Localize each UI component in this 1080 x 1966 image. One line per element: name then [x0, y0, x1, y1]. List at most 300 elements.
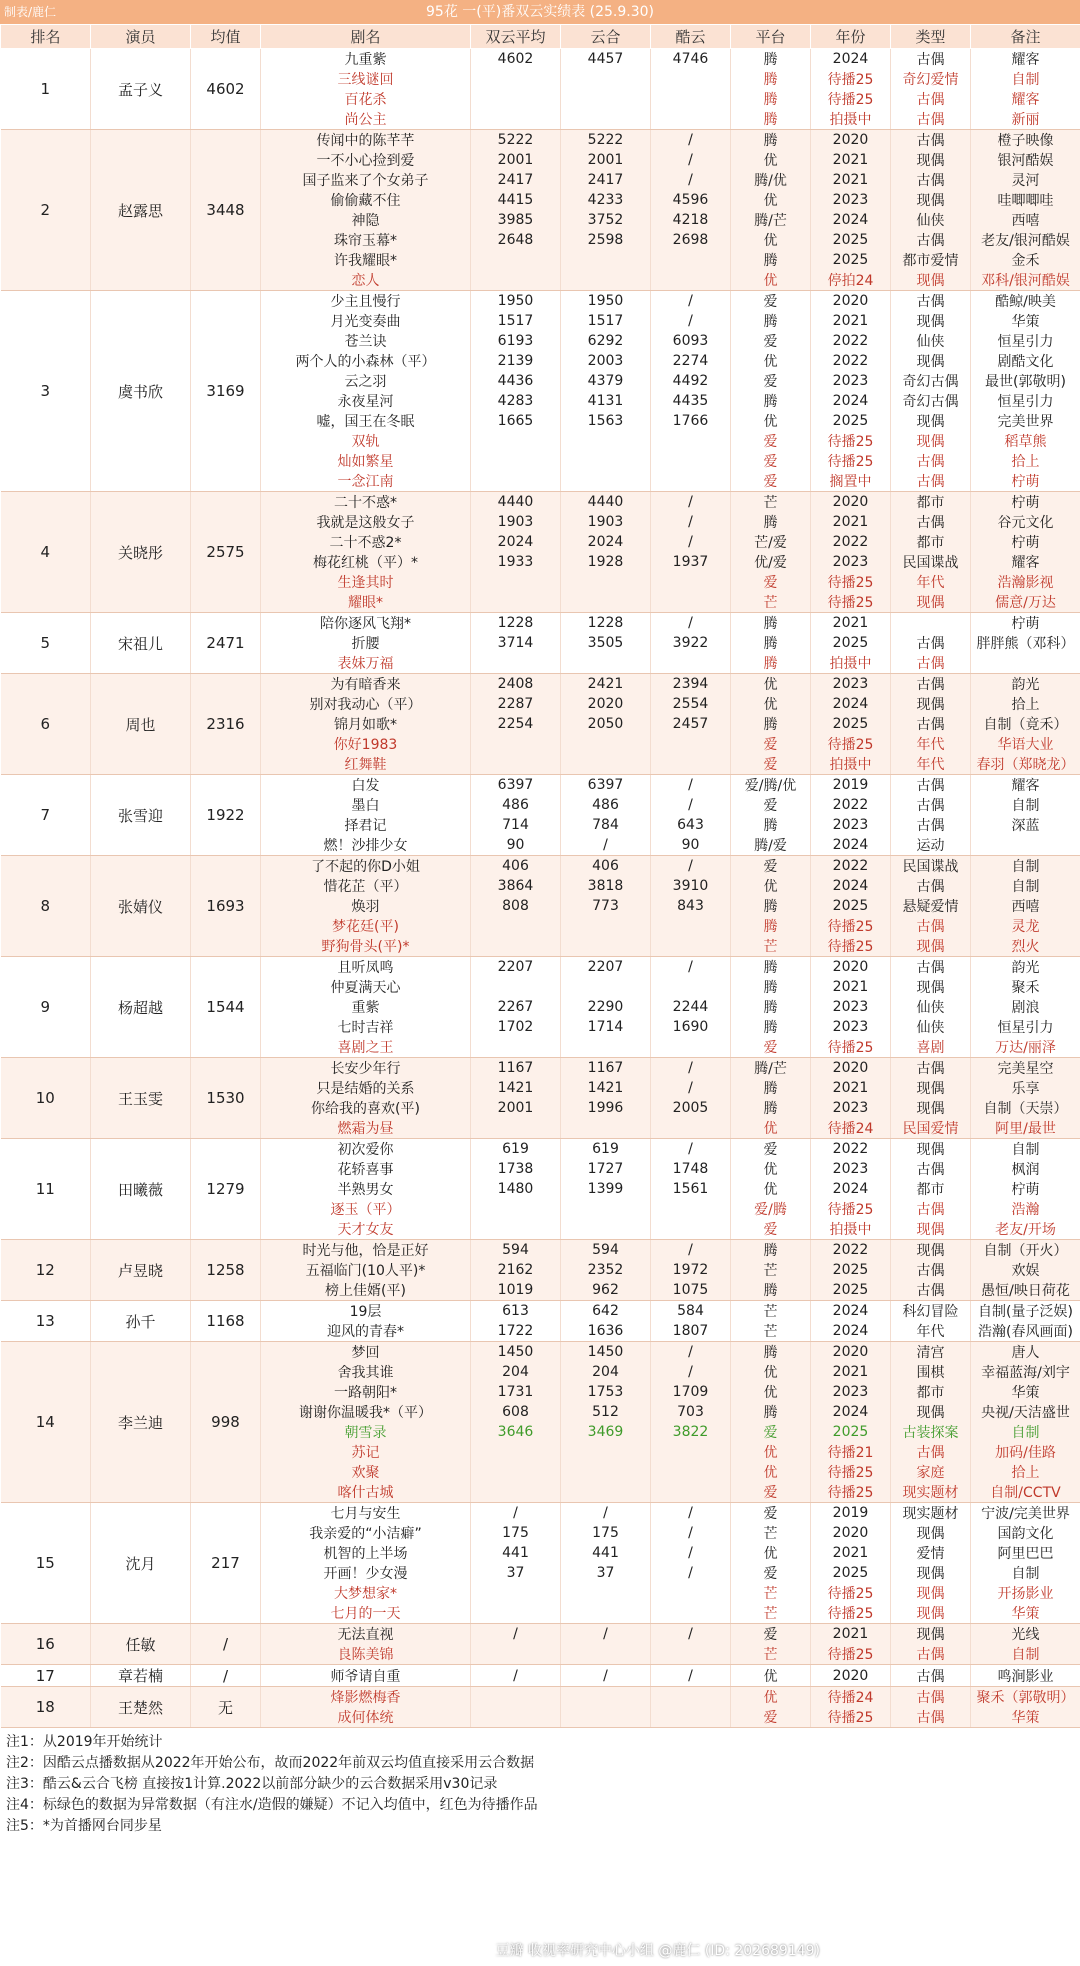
cell-drama: 七月的一天: [261, 1603, 471, 1624]
cell-yunhe: 2352: [561, 1260, 651, 1280]
cell-remark: 新丽: [971, 109, 1080, 130]
cell-drama: 朝雪录: [261, 1422, 471, 1442]
cell-year: 2022: [811, 1240, 891, 1261]
cell-year: 2021: [811, 150, 891, 170]
cell-dual-avg: 1950: [471, 291, 561, 312]
cell-remark: 开扬影业: [971, 1583, 1080, 1603]
cell-year: 2025: [811, 1422, 891, 1442]
cell-yunhe: 406: [561, 856, 651, 877]
cell-actor: 任敏: [91, 1624, 191, 1665]
cell-platform: 爱: [731, 1139, 811, 1160]
header-row: [1, 25, 1080, 49]
cell-platform: 腾: [731, 1402, 811, 1422]
cell-dual-avg: [471, 471, 561, 492]
cell-rank: 6: [1, 674, 91, 775]
cell-yunhe: 962: [561, 1280, 651, 1301]
cell-drama: 舍我其谁: [261, 1362, 471, 1382]
cell-yunhe: [561, 1603, 651, 1624]
cell-drama: 开画！少女漫: [261, 1563, 471, 1583]
cell-yunhe: 37: [561, 1563, 651, 1583]
cell-remark: 酷鲸/映美: [971, 291, 1080, 312]
cell-actor: 关晓彤: [91, 492, 191, 613]
cell-drama: 双轨: [261, 431, 471, 451]
cell-genre: 现偶: [891, 936, 971, 957]
cell-platform: 腾: [731, 391, 811, 411]
cell-year: 2023: [811, 674, 891, 695]
cell-yunhe: 1996: [561, 1098, 651, 1118]
cell-genre: 古偶: [891, 109, 971, 130]
cell-avg: /: [191, 1624, 261, 1665]
cell-year: 2025: [811, 1260, 891, 1280]
cell-dual-avg: [471, 1707, 561, 1728]
cell-dual-avg: [471, 734, 561, 754]
cell-dual-avg: 613: [471, 1301, 561, 1322]
cell-dual-avg: [471, 270, 561, 291]
cell-drama: 传闻中的陈芊芊: [261, 130, 471, 151]
cell-remark: [971, 653, 1080, 674]
cell-remark: 自制（竟禾）: [971, 714, 1080, 734]
cell-drama: 师爷请自重: [261, 1665, 471, 1687]
cell-kuyun: 2005: [651, 1098, 731, 1118]
cell-drama: 珠帘玉幕*: [261, 230, 471, 250]
cell-genre: 古偶: [891, 291, 971, 312]
column-header: 均值: [191, 25, 261, 49]
cell-yunhe: 1928: [561, 552, 651, 572]
cell-rank: 17: [1, 1665, 91, 1687]
cell-platform: 爱: [731, 451, 811, 471]
cell-yunhe: 3469: [561, 1422, 651, 1442]
cell-genre: 年代: [891, 734, 971, 754]
cell-genre: 古偶: [891, 633, 971, 653]
cell-rank: 18: [1, 1687, 91, 1728]
cell-genre: 都市: [891, 1179, 971, 1199]
cell-kuyun: /: [651, 957, 731, 978]
cell-yunhe: 2417: [561, 170, 651, 190]
cell-remark: 金禾: [971, 250, 1080, 270]
cell-platform: 腾: [731, 613, 811, 634]
cell-dual-avg: 1517: [471, 311, 561, 331]
cell-genre: 仙侠: [891, 997, 971, 1017]
cell-platform: 爱: [731, 795, 811, 815]
cell-remark: 恒星引力: [971, 391, 1080, 411]
cell-year: 2020: [811, 492, 891, 513]
cell-kuyun: [651, 1037, 731, 1058]
cell-platform: 腾: [731, 311, 811, 331]
cell-year: 待播25: [811, 89, 891, 109]
cell-kuyun: [651, 1687, 731, 1708]
cell-drama: 焕羽: [261, 896, 471, 916]
cell-year: 拍摄中: [811, 653, 891, 674]
cell-genre: 年代: [891, 754, 971, 775]
table-row: [1, 49, 1080, 70]
cell-kuyun: 3822: [651, 1422, 731, 1442]
cell-actor: 宋祖儿: [91, 613, 191, 674]
cell-year: 2024: [811, 835, 891, 856]
cell-year: 2024: [811, 1402, 891, 1422]
cell-year: 2020: [811, 1342, 891, 1363]
cell-yunhe: 4131: [561, 391, 651, 411]
cell-kuyun: 1807: [651, 1321, 731, 1342]
column-header: 类型: [891, 25, 971, 49]
column-header: 酷云: [651, 25, 731, 49]
cell-genre: 现偶: [891, 1078, 971, 1098]
cell-year: 待播25: [811, 1037, 891, 1058]
cell-dual-avg: 1722: [471, 1321, 561, 1342]
table-row: [1, 613, 1080, 634]
cell-genre: 清宫: [891, 1342, 971, 1363]
cell-platform: 芒/爱: [731, 532, 811, 552]
cell-year: 停拍24: [811, 270, 891, 291]
cell-yunhe: 2207: [561, 957, 651, 978]
cell-kuyun: [651, 653, 731, 674]
cell-year: 2023: [811, 1098, 891, 1118]
cell-kuyun: /: [651, 795, 731, 815]
cell-genre: 现偶: [891, 1523, 971, 1543]
cell-remark: 银河酷娱: [971, 150, 1080, 170]
cell-avg: 1168: [191, 1301, 261, 1342]
cell-drama: 红舞鞋: [261, 754, 471, 775]
cell-genre: 现偶: [891, 1240, 971, 1261]
cell-drama: 长安少年行: [261, 1058, 471, 1079]
cell-actor: 王玉雯: [91, 1058, 191, 1139]
cell-genre: 古偶: [891, 1707, 971, 1728]
cell-kuyun: 4218: [651, 210, 731, 230]
cell-yunhe: 2290: [561, 997, 651, 1017]
cell-dual-avg: 1933: [471, 552, 561, 572]
cell-genre: 现偶: [891, 1563, 971, 1583]
cell-remark: 幸福蓝海/刘宇: [971, 1362, 1080, 1382]
cell-year: 2025: [811, 250, 891, 270]
cell-rank: 2: [1, 130, 91, 291]
cell-yunhe: [561, 653, 651, 674]
cell-drama: 尚公主: [261, 109, 471, 130]
cell-genre: 现偶: [891, 270, 971, 291]
cell-platform: 芒: [731, 492, 811, 513]
cell-genre: 古偶: [891, 775, 971, 796]
cell-remark: 邓科/银河酷娱: [971, 270, 1080, 291]
cell-drama: 三线谜回: [261, 69, 471, 89]
cell-yunhe: 1167: [561, 1058, 651, 1079]
table-row: [1, 1503, 1080, 1524]
cell-kuyun: /: [651, 1624, 731, 1645]
cell-drama: 择君记: [261, 815, 471, 835]
cell-year: 2022: [811, 532, 891, 552]
cell-drama: 无法直视: [261, 1624, 471, 1645]
cell-genre: 古偶: [891, 653, 971, 674]
cell-genre: 现偶: [891, 1583, 971, 1603]
cell-drama: 惜花芷（平）: [261, 876, 471, 896]
cell-yunhe: 2598: [561, 230, 651, 250]
cell-genre: 年代: [891, 572, 971, 592]
cell-year: 待播25: [811, 734, 891, 754]
cell-drama: 折腰: [261, 633, 471, 653]
table-row: [1, 1665, 1080, 1687]
cell-dual-avg: 2024: [471, 532, 561, 552]
table-row: [1, 1301, 1080, 1322]
cell-yunhe: /: [561, 1503, 651, 1524]
cell-yunhe: /: [561, 835, 651, 856]
cell-kuyun: [651, 250, 731, 270]
cell-kuyun: [651, 1118, 731, 1139]
cell-genre: 古装探案: [891, 1422, 971, 1442]
cell-platform: 芒: [731, 1583, 811, 1603]
cell-remark: 光线: [971, 1624, 1080, 1645]
cell-remark: 柠萌: [971, 471, 1080, 492]
cell-platform: 芒: [731, 1260, 811, 1280]
cell-platform: 腾: [731, 1240, 811, 1261]
cell-yunhe: [561, 1442, 651, 1462]
cell-remark: 华语大业: [971, 734, 1080, 754]
cell-yunhe: [561, 1199, 651, 1219]
cell-drama: 别对我动心（平）: [261, 694, 471, 714]
cell-kuyun: 1709: [651, 1382, 731, 1402]
cell-dual-avg: 6397: [471, 775, 561, 796]
cell-remark: 浩瀚(春风画面): [971, 1321, 1080, 1342]
cell-kuyun: 584: [651, 1301, 731, 1322]
cell-kuyun: 3910: [651, 876, 731, 896]
cell-drama: 恋人: [261, 270, 471, 291]
cell-rank: 13: [1, 1301, 91, 1342]
cell-remark: 春羽（郑晓龙）: [971, 754, 1080, 775]
cell-kuyun: 2554: [651, 694, 731, 714]
note-line: 注5：*为首播网台同步星: [6, 1818, 162, 1834]
cell-dual-avg: [471, 109, 561, 130]
cell-year: 2023: [811, 1017, 891, 1037]
cell-drama: 锦月如歌*: [261, 714, 471, 734]
cell-dual-avg: 5222: [471, 130, 561, 151]
cell-kuyun: /: [651, 291, 731, 312]
cell-kuyun: 4435: [651, 391, 731, 411]
cell-kuyun: /: [651, 1563, 731, 1583]
cell-genre: 古偶: [891, 1280, 971, 1301]
cell-drama: 七时吉祥: [261, 1017, 471, 1037]
cell-avg: 2471: [191, 613, 261, 674]
cell-dual-avg: 2287: [471, 694, 561, 714]
column-header: 双云平均: [471, 25, 561, 49]
cell-kuyun: 2457: [651, 714, 731, 734]
cell-year: 待播21: [811, 1442, 891, 1462]
cell-genre: 都市: [891, 532, 971, 552]
title-bar: [0, 0, 1080, 24]
cell-kuyun: [651, 471, 731, 492]
cell-kuyun: [651, 936, 731, 957]
cell-yunhe: 486: [561, 795, 651, 815]
cell-dual-avg: 4436: [471, 371, 561, 391]
cell-drama: 二十不惑2*: [261, 532, 471, 552]
cell-actor: 孟子义: [91, 49, 191, 130]
table-row: [1, 492, 1080, 513]
cell-year: 2025: [811, 1563, 891, 1583]
cell-genre: 围棋: [891, 1362, 971, 1382]
cell-yunhe: [561, 1687, 651, 1708]
cell-kuyun: 1075: [651, 1280, 731, 1301]
cell-drama: 苏记: [261, 1442, 471, 1462]
cell-platform: 优: [731, 1118, 811, 1139]
cell-dual-avg: 90: [471, 835, 561, 856]
cell-drama: 喀什古城: [261, 1482, 471, 1503]
cell-genre: 年代: [891, 1321, 971, 1342]
cell-dual-avg: [471, 1583, 561, 1603]
cell-kuyun: 703: [651, 1402, 731, 1422]
cell-drama: 欢聚: [261, 1462, 471, 1482]
cell-genre: 现实题材: [891, 1482, 971, 1503]
cell-platform: 爱/腾: [731, 1199, 811, 1219]
cell-kuyun: /: [651, 512, 731, 532]
cell-yunhe: 2024: [561, 532, 651, 552]
cell-remark: 自制: [971, 1139, 1080, 1160]
cell-kuyun: /: [651, 1543, 731, 1563]
cell-platform: 爱: [731, 1503, 811, 1524]
cell-rank: 8: [1, 856, 91, 957]
cell-genre: 都市: [891, 492, 971, 513]
column-header: 备注: [971, 25, 1080, 49]
cell-remark: [971, 835, 1080, 856]
cell-remark: 欢娱: [971, 1260, 1080, 1280]
cell-yunhe: [561, 592, 651, 613]
cell-remark: 耀客: [971, 89, 1080, 109]
cell-remark: 自制: [971, 1644, 1080, 1665]
column-header: 年份: [811, 25, 891, 49]
cell-genre: 古偶: [891, 916, 971, 936]
cell-year: 待播25: [811, 916, 891, 936]
cell-kuyun: [651, 592, 731, 613]
cell-platform: 芒: [731, 1321, 811, 1342]
cell-kuyun: 4596: [651, 190, 731, 210]
cell-dual-avg: 4440: [471, 492, 561, 513]
cell-genre: 古偶: [891, 451, 971, 471]
cell-year: 拍摄中: [811, 754, 891, 775]
cell-drama: 烽影燃梅香: [261, 1687, 471, 1708]
cell-yunhe: [561, 754, 651, 775]
cell-rank: 16: [1, 1624, 91, 1665]
cell-remark: 胖胖熊（邓科）: [971, 633, 1080, 653]
cell-remark: 西嘻: [971, 896, 1080, 916]
cell-genre: 现偶: [891, 431, 971, 451]
cell-kuyun: /: [651, 613, 731, 634]
table-row: [1, 1342, 1080, 1363]
cell-drama: 永夜星河: [261, 391, 471, 411]
cell-yunhe: [561, 69, 651, 89]
cell-platform: 优: [731, 1159, 811, 1179]
cell-remark: 耀客: [971, 552, 1080, 572]
cell-drama: 月光变奏曲: [261, 311, 471, 331]
cell-platform: 爱: [731, 1563, 811, 1583]
cell-rank: 4: [1, 492, 91, 613]
cell-kuyun: [651, 1482, 731, 1503]
watermark-footer: 豆瓣 收视率研究中心小组 @鹿仁 (ID: 202689149): [495, 1943, 820, 1959]
cell-dual-avg: 3864: [471, 876, 561, 896]
cell-remark: 浩瀚影视: [971, 572, 1080, 592]
cell-platform: 爱: [731, 734, 811, 754]
cell-dual-avg: 2417: [471, 170, 561, 190]
cell-actor: 孙千: [91, 1301, 191, 1342]
cell-genre: 民国谍战: [891, 856, 971, 877]
cell-yunhe: [561, 1707, 651, 1728]
cell-dual-avg: 1228: [471, 613, 561, 634]
cell-dual-avg: 1731: [471, 1382, 561, 1402]
cell-remark: 拾上: [971, 694, 1080, 714]
cell-genre: 古偶: [891, 1159, 971, 1179]
cell-genre: 古偶: [891, 815, 971, 835]
cell-yunhe: /: [561, 1665, 651, 1687]
cell-dual-avg: 2267: [471, 997, 561, 1017]
cell-year: 拍摄中: [811, 1219, 891, 1240]
cell-dual-avg: [471, 451, 561, 471]
cell-drama: 一路朝阳*: [261, 1382, 471, 1402]
cell-yunhe: 4379: [561, 371, 651, 391]
cell-kuyun: 2244: [651, 997, 731, 1017]
cell-year: 2022: [811, 795, 891, 815]
cell-year: 2022: [811, 856, 891, 877]
table-row: [1, 775, 1080, 796]
cell-drama: 良陈美锦: [261, 1644, 471, 1665]
cell-remark: 自制(量子泛娱): [971, 1301, 1080, 1322]
cell-yunhe: [561, 1462, 651, 1482]
table-row: [1, 130, 1080, 151]
cell-drama: 只是结婚的关系: [261, 1078, 471, 1098]
cell-kuyun: /: [651, 1503, 731, 1524]
cell-genre: 古偶: [891, 471, 971, 492]
cell-yunhe: 2421: [561, 674, 651, 695]
cell-kuyun: 1972: [651, 1260, 731, 1280]
cell-kuyun: /: [651, 1362, 731, 1382]
cell-remark: 西嘻: [971, 210, 1080, 230]
cell-genre: 古偶: [891, 130, 971, 151]
cell-year: 2023: [811, 997, 891, 1017]
cell-genre: 古偶: [891, 230, 971, 250]
cell-yunhe: 175: [561, 1523, 651, 1543]
cell-platform: 爱: [731, 1482, 811, 1503]
cell-rank: 10: [1, 1058, 91, 1139]
cell-avg: 无: [191, 1687, 261, 1728]
cell-kuyun: /: [651, 1523, 731, 1543]
cell-genre: 古偶: [891, 1665, 971, 1687]
cell-yunhe: 594: [561, 1240, 651, 1261]
cell-remark: 柠萌: [971, 532, 1080, 552]
cell-year: 2021: [811, 512, 891, 532]
cell-avg: 998: [191, 1342, 261, 1503]
cell-kuyun: 1561: [651, 1179, 731, 1199]
cell-year: 2022: [811, 351, 891, 371]
cell-platform: 腾: [731, 633, 811, 653]
table-row: [1, 1240, 1080, 1261]
cell-drama: 机智的上半场: [261, 1543, 471, 1563]
cell-kuyun: 4492: [651, 371, 731, 391]
cell-yunhe: [561, 471, 651, 492]
cell-genre: 古偶: [891, 1442, 971, 1462]
cell-avg: 4602: [191, 49, 261, 130]
cell-dual-avg: [471, 653, 561, 674]
cell-dual-avg: 2207: [471, 957, 561, 978]
cell-dual-avg: 1167: [471, 1058, 561, 1079]
cell-drama: 梦回: [261, 1342, 471, 1363]
cell-drama: 燃霜为昼: [261, 1118, 471, 1139]
cell-remark: 华策: [971, 1603, 1080, 1624]
cell-kuyun: 2394: [651, 674, 731, 695]
cell-platform: 腾: [731, 653, 811, 674]
cell-kuyun: /: [651, 775, 731, 796]
cell-kuyun: 2274: [651, 351, 731, 371]
cell-dual-avg: 2139: [471, 351, 561, 371]
cell-dual-avg: /: [471, 1503, 561, 1524]
cell-year: 2024: [811, 391, 891, 411]
cell-year: 2020: [811, 1523, 891, 1543]
cell-remark: 唐人: [971, 1342, 1080, 1363]
cell-remark: 橙子映像: [971, 130, 1080, 151]
cell-avg: 2575: [191, 492, 261, 613]
cell-drama: 梦花廷(平): [261, 916, 471, 936]
cell-kuyun: 6093: [651, 331, 731, 351]
